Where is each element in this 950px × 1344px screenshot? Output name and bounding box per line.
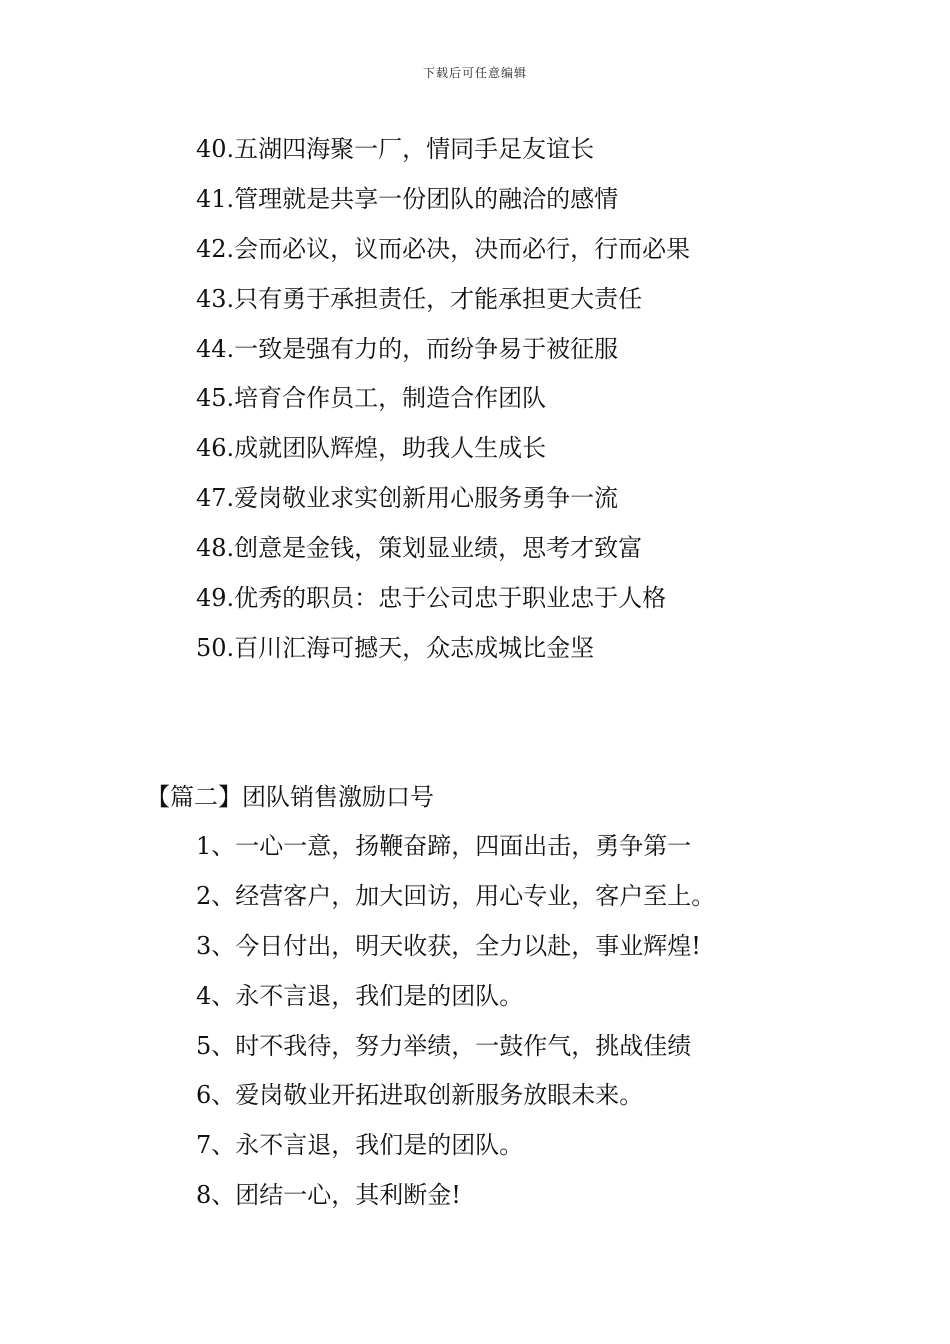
page-header: 下载后可任意编辑 [422, 66, 527, 80]
list-item: 40.五湖四海聚一厂，情同手足友谊长 [196, 135, 595, 163]
list-item: 2、经营客户，加大回访，用心专业，客户至上。 [196, 881, 716, 910]
slogan-list-1 [196, 128, 916, 677]
slogan-list-2 [196, 825, 916, 1224]
list-item: 8、团结一心，其利断金! [196, 1181, 461, 1210]
list-item: 41.管理就是共享一份团队的融洽的感情 [196, 184, 619, 213]
list-item: 6、爱岗敬业开拓进取创新服务放眼未来。 [196, 1081, 644, 1110]
list-item: 43.只有勇于承担责任，才能承担更大责任 [196, 284, 643, 313]
list-item: 3、今日付出，明天收获，全力以赴，事业辉煌! [196, 931, 701, 960]
list-item: 46.成就团队辉煌，助我人生成长 [196, 434, 547, 463]
list-item: 5、时不我待，努力举绩，一鼓作气，挑战佳绩 [196, 1031, 692, 1060]
list-item: 48.创意是金钱，策划显业绩，思考才致富 [196, 534, 643, 563]
list-item: 4、永不言退，我们是的团队。 [196, 981, 524, 1010]
list-item: 44.一致是强有力的，而纷争易于被征服 [196, 334, 619, 363]
list-item: 42.会而必议，议而必决，决而必行，行而必果 [196, 234, 691, 263]
list-item: 47.爱岗敬业求实创新用心服务勇争一流 [196, 484, 619, 513]
list-item: 50.百川汇海可撼天，众志成城比金坚 [196, 633, 595, 662]
list-item: 1、一心一意，扬鞭奋蹄，四面出击，勇争第一 [196, 832, 692, 860]
list-item: 49.优秀的职员：忠于公司忠于职业忠于人格 [196, 584, 667, 613]
list-item: 7、永不言退，我们是的团队。 [196, 1131, 524, 1160]
list-item: 45.培育合作员工，制造合作团队 [196, 384, 547, 413]
section-title: 【篇二】团队销售激励口号 [146, 783, 434, 811]
